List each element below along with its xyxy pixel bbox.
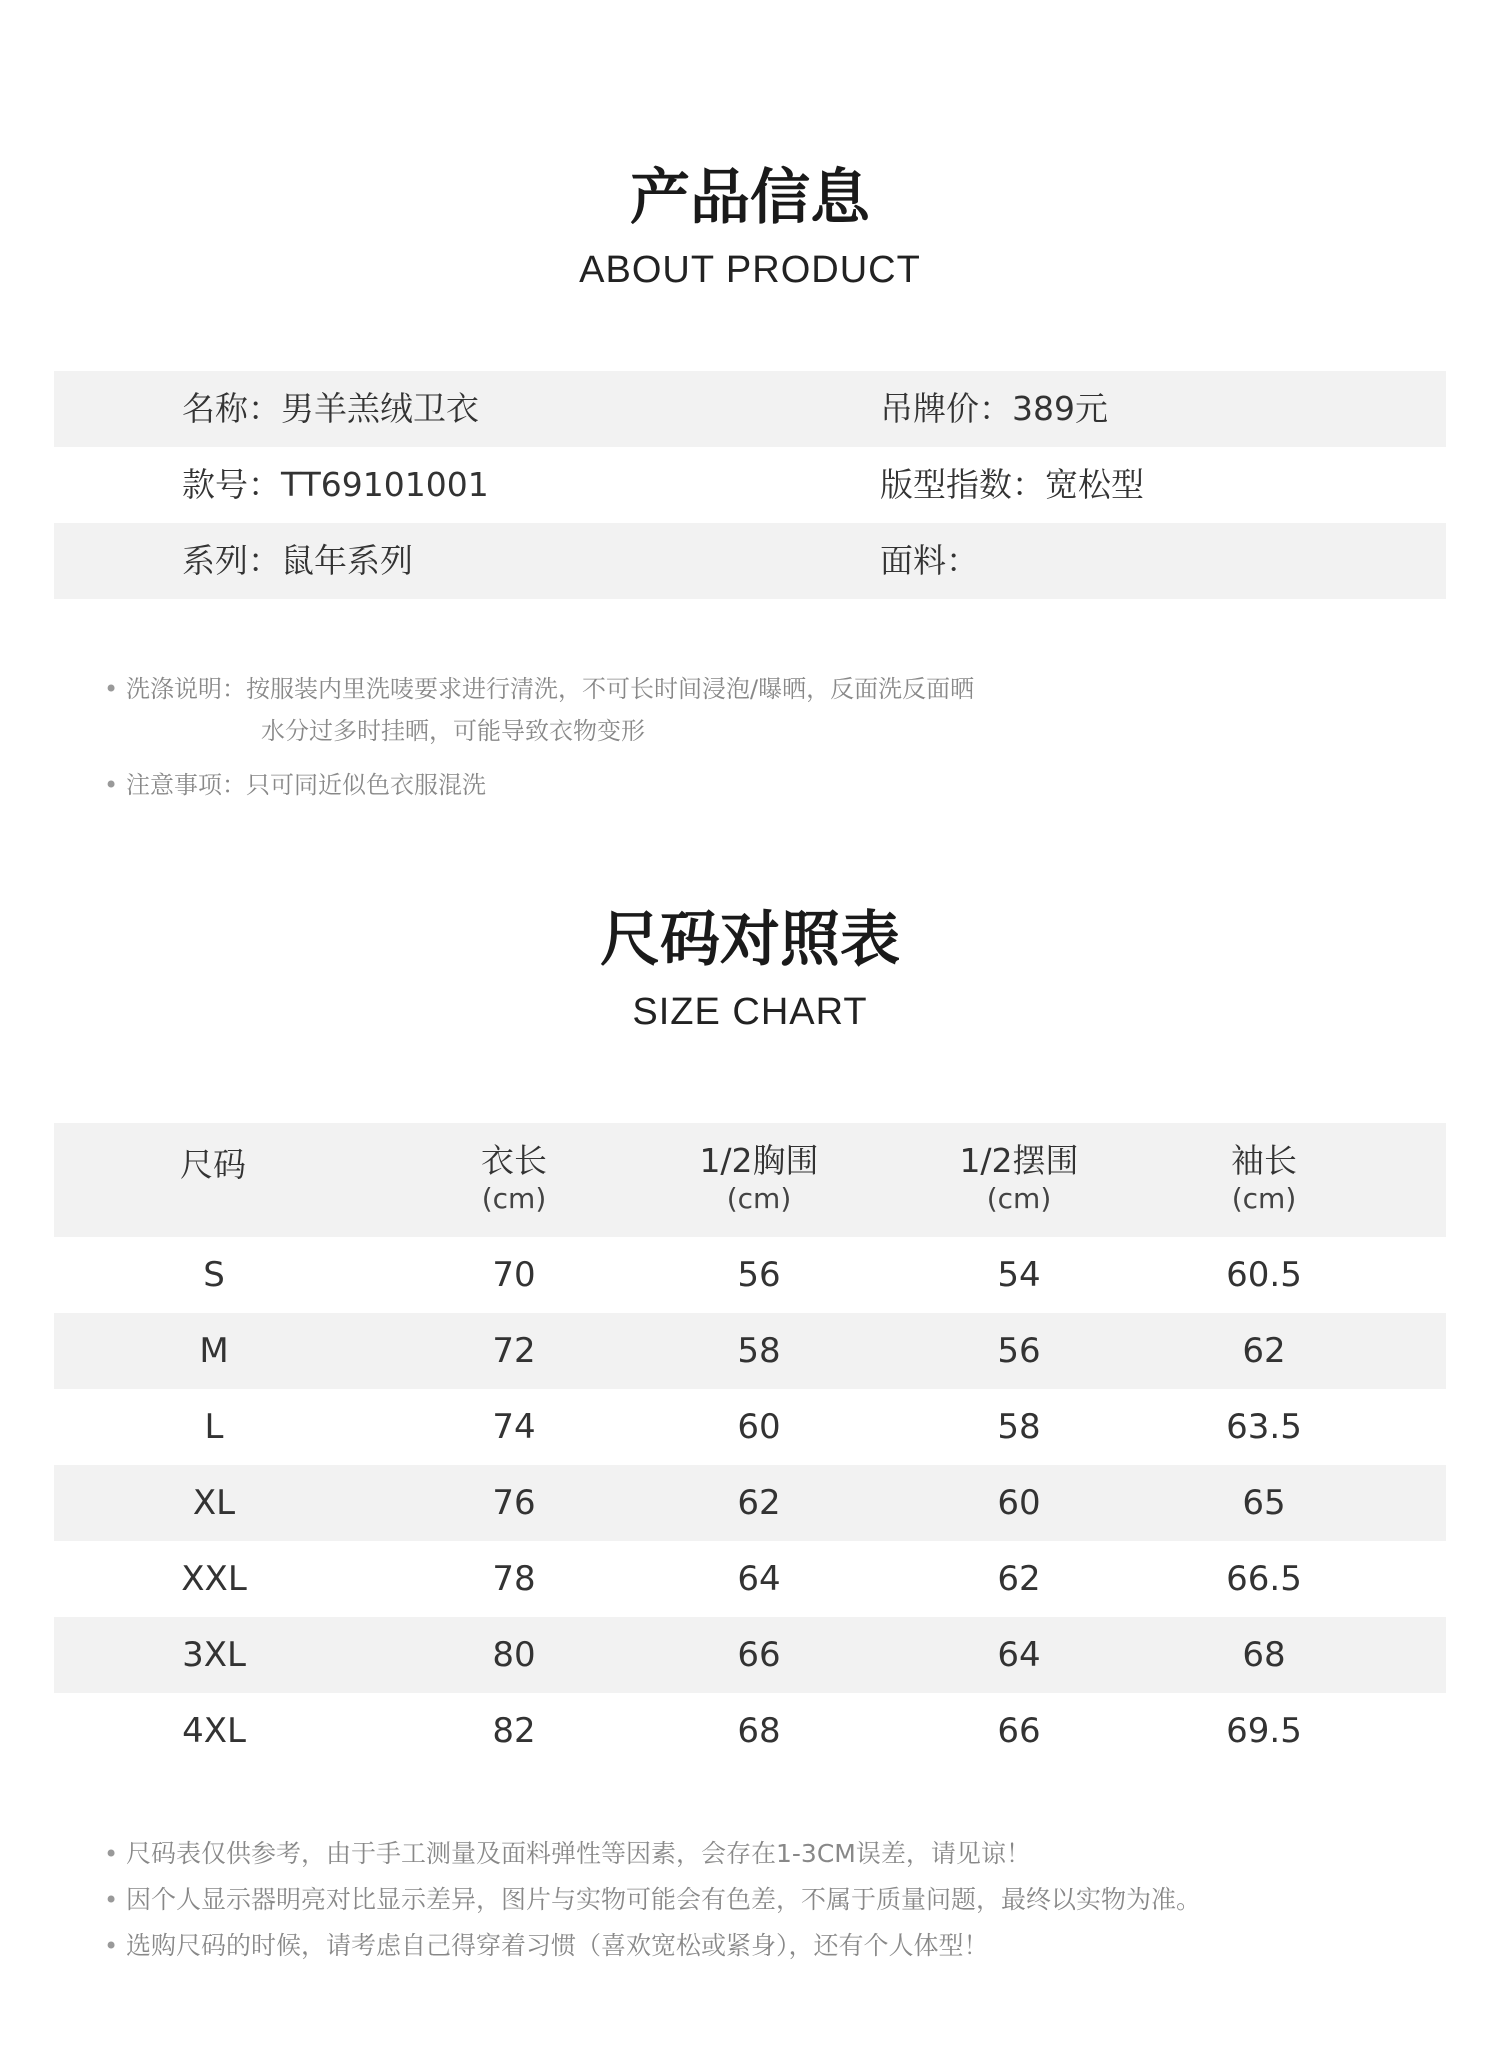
table-row — [54, 1237, 1446, 1313]
cell-size: XXL — [181, 1559, 247, 1599]
cell-length: 78 — [492, 1559, 536, 1599]
cell-length: 82 — [492, 1711, 536, 1751]
cell-length: 76 — [492, 1483, 536, 1523]
cell-size: 3XL — [182, 1635, 246, 1675]
info-row — [54, 523, 1446, 599]
cell-half-chest: 68 — [737, 1711, 781, 1751]
cell-length: 74 — [492, 1407, 536, 1447]
bullet: • — [104, 675, 119, 703]
product-name: 名称：男羊羔绒卫衣 — [182, 389, 479, 428]
cell-half-hem: 66 — [997, 1711, 1041, 1751]
cell-size: S — [203, 1255, 225, 1295]
cell-sleeve: 65 — [1242, 1483, 1286, 1523]
size-chart-body — [54, 1237, 1446, 1769]
table-row — [54, 1465, 1446, 1541]
header-half-hem: 1/2摆围 (cm) — [959, 1141, 1079, 1215]
cell-size: 4XL — [182, 1711, 246, 1751]
header-length: 衣长 (cm) — [481, 1141, 547, 1215]
table-row — [54, 1541, 1446, 1617]
cell-half-hem: 54 — [997, 1255, 1041, 1295]
cell-size: XL — [192, 1483, 236, 1523]
cell-sleeve: 66.5 — [1226, 1559, 1302, 1599]
cell-half-hem: 56 — [997, 1331, 1041, 1371]
wash-text-line1: 按服装内里洗唛要求进行清洗，不可长时间浸泡/曝晒，反面洗反面晒 — [246, 675, 975, 703]
cell-half-hem: 60 — [997, 1483, 1041, 1523]
cell-half-chest: 60 — [737, 1407, 781, 1447]
cell-half-chest: 58 — [737, 1331, 781, 1371]
cell-half-chest: 62 — [737, 1483, 781, 1523]
cell-half-chest: 66 — [737, 1635, 781, 1675]
header-half-chest: 1/2胸围 (cm) — [699, 1141, 819, 1215]
style-number: 款号：TT69101001 — [182, 465, 489, 504]
table-row — [54, 1617, 1446, 1693]
attention-label: 注意事项： — [126, 771, 246, 799]
care-notes — [104, 668, 974, 806]
footer-notes — [104, 1831, 1201, 1969]
footer-note-text: 因个人显示器明亮对比显示差异，图片与实物可能会有色差，不属于质量问题，最终以实物为准。 — [126, 1885, 1202, 1914]
cell-half-hem: 62 — [997, 1559, 1041, 1599]
bullet: • — [104, 1840, 119, 1868]
table-row — [54, 1693, 1446, 1769]
cell-size: L — [204, 1407, 224, 1447]
table-row — [54, 1389, 1446, 1465]
bullet: • — [104, 1932, 119, 1960]
cell-length: 80 — [492, 1635, 536, 1675]
size-chart-subtitle: SIZE CHART — [632, 991, 868, 1033]
info-row — [54, 371, 1446, 447]
info-row — [54, 447, 1446, 523]
cell-half-chest: 64 — [737, 1559, 781, 1599]
cell-half-hem: 58 — [997, 1407, 1041, 1447]
product-info-table — [54, 371, 1446, 599]
size-chart-title: 尺码对照表 — [600, 905, 900, 975]
attention-note — [104, 764, 974, 806]
attention-text: 只可同近似色衣服混洗 — [246, 771, 486, 799]
cell-half-hem: 64 — [997, 1635, 1041, 1675]
cell-length: 70 — [492, 1255, 536, 1295]
footer-note-text: 选购尺码的时候，请考虑自己得穿着习惯（喜欢宽松或紧身），还有个人体型！ — [126, 1931, 989, 1960]
size-chart-table — [54, 1123, 1446, 1769]
cell-sleeve: 62 — [1242, 1331, 1286, 1371]
wash-label: 洗涤说明： — [126, 675, 246, 703]
bullet: • — [104, 771, 119, 799]
cell-sleeve: 63.5 — [1226, 1407, 1302, 1447]
cell-size: M — [199, 1331, 229, 1371]
bullet: • — [104, 1886, 119, 1914]
product-info-subtitle: ABOUT PRODUCT — [579, 249, 921, 291]
size-chart-header — [54, 1123, 1446, 1237]
tag-price: 吊牌价：389元 — [880, 389, 1108, 428]
footer-note — [104, 1877, 1201, 1923]
series: 系列：鼠年系列 — [182, 541, 413, 580]
cell-length: 72 — [492, 1331, 536, 1371]
cell-half-chest: 56 — [737, 1255, 781, 1295]
table-row — [54, 1313, 1446, 1389]
wash-instructions — [104, 668, 974, 752]
wash-text-line2: 水分过多时挂晒，可能导致衣物变形 — [261, 717, 645, 745]
product-info-title: 产品信息 — [630, 163, 870, 233]
header-size: 尺码 — [180, 1145, 246, 1184]
header-sleeve: 袖长 (cm) — [1231, 1141, 1297, 1215]
footer-note — [104, 1923, 1201, 1969]
footer-note — [104, 1831, 1201, 1877]
fit-index: 版型指数：宽松型 — [880, 465, 1144, 504]
cell-sleeve: 60.5 — [1226, 1255, 1302, 1295]
fabric: 面料： — [880, 541, 979, 580]
cell-sleeve: 69.5 — [1226, 1711, 1302, 1751]
cell-sleeve: 68 — [1242, 1635, 1286, 1675]
footer-note-text: 尺码表仅供参考，由于手工测量及面料弹性等因素，会存在1-3CM误差，请见谅！ — [126, 1839, 1031, 1868]
